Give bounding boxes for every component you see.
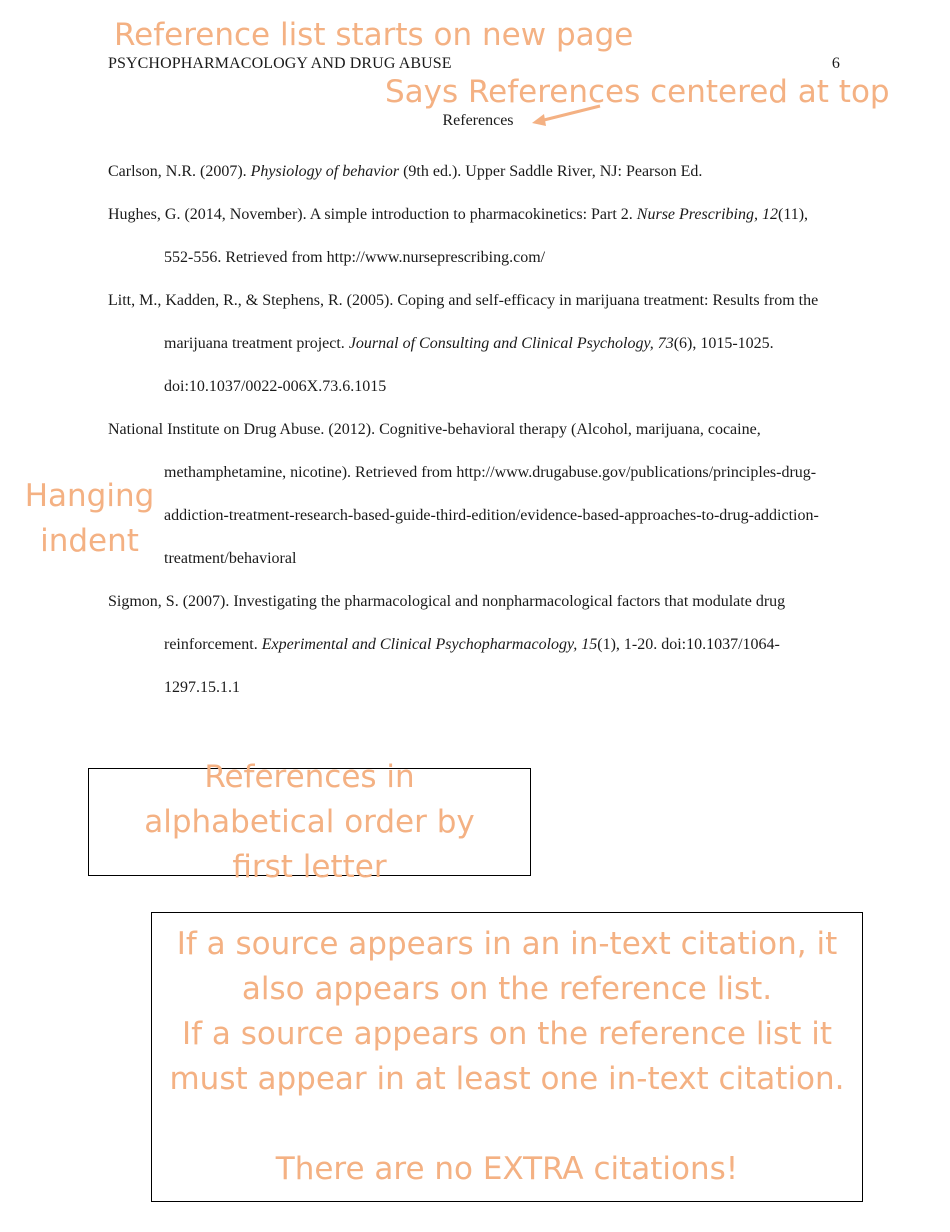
spacer xyxy=(167,1102,847,1147)
references-heading: References xyxy=(442,112,514,129)
citations-rule-1: If a source appears in an in-text citation, it also appears on the reference list. xyxy=(176,926,838,1007)
annotation-alphabetical: References in alphabetical order by first letter xyxy=(144,758,475,885)
citations-rule-2: If a source appears on the reference list it must appear in at least one in-text citation. xyxy=(169,1016,845,1097)
reference-entry: Carlson, N.R. (2007). Physiology of behavior (9th ed.). Upper Saddle River, NJ: Pearson Ed. xyxy=(108,163,703,180)
running-head-title: PSYCHOPHARMACOLOGY AND DRUG ABUSE xyxy=(108,55,452,72)
reference-entry: Hughes, G. (2014, November). A simple introduction to pharmacokinetics: Part 2. Nurse Prescribing, 12(11), 552-556. Retrieved from http://www.nurseprescribing.com/ xyxy=(108,206,809,266)
reference-entry: Litt, M., Kadden, R., & Stephens, R. (2005). Coping and self-efficacy in marijuana treatment: Results from the marijuana treatment project. Journal of Consulting and Clinical Psychology, 73(6), 1015-1025. doi:10.1037/0022-006X.73.6.1015 xyxy=(108,292,819,395)
citations-rule-box xyxy=(151,912,863,1202)
citations-rule-3: There are no EXTRA citations! xyxy=(275,1151,739,1187)
annotation-hanging-indent: Hanging indent xyxy=(24,478,155,559)
alphabetical-order-box xyxy=(88,758,531,885)
annotation-citations-rules xyxy=(167,922,847,1192)
reference-entry: National Institute on Drug Abuse. (2012). Cognitive-behavioral therapy (Alcohol, marijuana, cocaine, methamphetamine, nicotine). Retrieved from http://www.drugabuse.gov/publications/principles-drug-addiction-treatment-research-based-guide-third-edition/evidence-based-approaches-to-drug-addiction-treatment/behavioral xyxy=(108,421,819,567)
reference-list xyxy=(108,150,828,709)
annotation-centered: Says References centered at top xyxy=(385,74,890,110)
reference-entry: Sigmon, S. (2007). Investigating the pharmacological and nonpharmacological factors that modulate drug reinforcement. Experimental and Clinical Psychopharmacology, 15(1), 1-20. doi:10.1037/1064-1297.15.1.1 xyxy=(108,593,786,696)
page-number: 6 xyxy=(831,55,840,72)
annotation-new-page: Reference list starts on new page xyxy=(114,17,634,53)
running-head xyxy=(108,55,840,73)
